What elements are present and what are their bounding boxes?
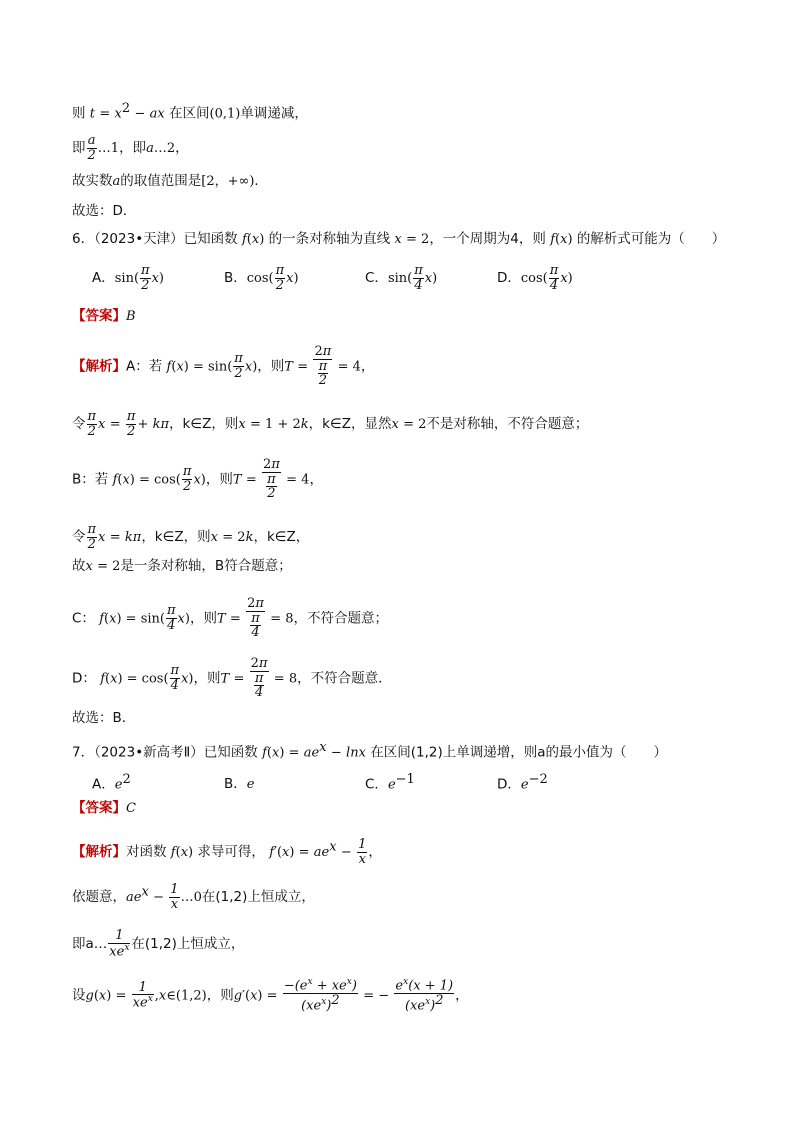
text: ，不符合题意． <box>297 670 392 687</box>
option-label: B． <box>224 270 247 287</box>
option-label: D． <box>497 776 521 793</box>
text: 设 <box>72 987 86 1004</box>
analysis-tag: 【解析】 <box>72 358 126 375</box>
option-label: C． <box>365 270 388 287</box>
text: C： <box>72 610 95 627</box>
answer-value: B <box>126 309 136 324</box>
analysis-b: B：若 f(x) = cos( $\frac{\pi}{2}$ x)，则T = $\frac{2\pi}{\frac{\pi}{2}}$ = 4， <box>72 457 323 502</box>
text: 依题意， <box>72 889 126 906</box>
answer-value: C <box>126 801 136 816</box>
text: 在区间 <box>169 105 210 122</box>
text: ，则 <box>193 670 221 687</box>
text: 的取值范围是 <box>120 173 202 189</box>
text: ． <box>254 173 268 189</box>
question-6-answer <box>72 310 136 324</box>
text-line: 设g(x) = $\frac{1}{xe^x}$ ,x∈(1,2)，则g′(x) = $\frac{-(e^x + xe^x)}{(xe^x)^2}$ = − $\frac{e^x(x + 1)}{(xe^x)^2}$ ， <box>72 977 469 1014</box>
text: 令 <box>72 529 86 546</box>
text: 故 <box>72 558 86 574</box>
option-d[interactable]: D．$e^{-2}$ <box>497 772 548 793</box>
text-line: 即 $\frac{a}{2}$ …1，即a…2， <box>72 133 189 163</box>
option-c[interactable]: C．sin( $\frac{\pi}{4}$ x) <box>365 263 438 293</box>
text: 7．（2023•新高考Ⅱ）已知函数 <box>72 744 258 761</box>
text: 对函数 <box>126 844 167 861</box>
text: ， <box>309 471 323 488</box>
text-line: 故选：D． <box>72 203 137 219</box>
analysis-d: D： f(x) = cos( $\frac{\pi}{4}$ x)，则T = $\frac{2\pi}{\frac{\pi}{4}}$ = 8，不符合题意． <box>72 656 392 701</box>
text: 在(1,2)上恒成立， <box>131 935 245 952</box>
answer-tag: 【答案】 <box>72 800 126 816</box>
option-label: A． <box>92 270 115 287</box>
text: ，则 <box>189 610 217 627</box>
text-line: 则 $t = x^2$ − ax 在区间(0,1)单调递减， <box>72 101 308 122</box>
text: ，k∈Z， <box>253 529 310 546</box>
option-a[interactable]: A．sin( $\frac{\pi}{2}$ x) <box>92 263 164 293</box>
text-line: 故选：B． <box>72 710 136 726</box>
question-6-stem: 6．（2023•天津）已知函数 f(x) 的一条对称轴为直线 x = 2，一个周期为4，则 f(x) 的解析式可能为（ ） <box>72 231 726 247</box>
text: 的一条对称轴为直线 <box>268 231 391 247</box>
text: 的解析式可能为（ ） <box>576 231 726 247</box>
option-label: C． <box>365 776 388 793</box>
text: ，则 <box>206 987 234 1004</box>
option-c[interactable]: C．$e^{-1}$ <box>365 772 415 793</box>
text: 在区间(1,2)上单调递增，则a的最小值为（ ） <box>370 744 667 761</box>
text: 是一条对称轴，B符合题意； <box>120 558 292 574</box>
text-line: 令 $\frac{\pi}{2}$ x = $\frac{\pi}{2}$ + kπ，k∈Z，则x = 1 + 2k，k∈Z，显然x = 2不是对称轴，不符合题意； <box>72 409 589 439</box>
text: ，k∈Z，则 <box>141 529 211 546</box>
text: 令 <box>72 416 86 433</box>
option-b[interactable]: B．e <box>224 776 255 792</box>
text: ， <box>368 844 382 861</box>
analysis-tag: 【解析】 <box>72 844 126 861</box>
text: B：若 <box>72 471 109 488</box>
analysis-c: C： f(x) = sin( $\frac{\pi}{4}$ x)，则T = $\frac{2\pi}{\frac{\pi}{4}}$ = 8，不符合题意； <box>72 596 389 641</box>
text: ， <box>360 358 375 375</box>
text: 求导可得， <box>197 844 265 861</box>
text: ，k∈Z，显然 <box>308 416 392 433</box>
text: 则 <box>72 105 86 122</box>
option-a[interactable]: A．$e^2$ <box>92 772 131 793</box>
option-b[interactable]: B．cos( $\frac{\pi}{2}$ x) <box>224 263 299 293</box>
answer-tag: 【答案】 <box>72 308 126 324</box>
option-label: B． <box>224 776 247 792</box>
text: ，则 <box>205 471 233 488</box>
text: ，则 <box>257 358 285 375</box>
text: 单调递减， <box>240 105 308 122</box>
question-7-answer <box>72 802 136 816</box>
text-line: 即a… $\frac{1}{xe^x}$ 在(1,2)上恒成立， <box>72 928 245 959</box>
text: 即 <box>72 140 86 157</box>
analysis-a: 【解析】A：若 f(x) = sin( $\frac{\pi}{2}$ x)，则T = $\frac{2\pi}{\frac{\pi}{2}}$ = 4， <box>72 344 375 389</box>
option-d[interactable]: D．cos( $\frac{\pi}{4}$ x) <box>497 263 573 293</box>
text-line: 故实数a的取值范围是[2，+∞)． <box>72 173 268 189</box>
option-label: A． <box>92 776 115 793</box>
analysis-derivative: 【解析】对函数 f(x) 求导可得， $f'(x) = ae^x$ − $\frac{1}{x}$ ， <box>72 837 382 867</box>
text: ，即 <box>119 140 147 157</box>
text: ， <box>455 987 469 1004</box>
text-line: 故x = 2是一条对称轴，B符合题意； <box>72 558 292 574</box>
text: 即a… <box>72 935 108 952</box>
text: ， <box>175 140 189 157</box>
text: 6．（2023•天津）已知函数 <box>72 231 238 247</box>
text: ，不符合题意； <box>293 610 389 627</box>
text: 故实数 <box>72 173 113 189</box>
text: A：若 <box>126 358 163 375</box>
text: 在(1,2)上恒成立， <box>201 889 315 906</box>
text: ，k∈Z，则 <box>169 416 239 433</box>
text: D： <box>72 670 96 687</box>
text: ，一个周期为4，则 <box>429 231 546 247</box>
question-7-stem: 7．（2023•新高考Ⅱ）已知函数 $f(x) = ae^x - \ln x$ 在区间(1,2)上单调递增，则a的最小值为（ ） <box>72 740 667 761</box>
text: 不是对称轴，不符合题意； <box>426 416 589 433</box>
text-line: 令 $\frac{\pi}{2}$ x = kπ，k∈Z，则x = 2k，k∈Z， <box>72 522 310 552</box>
option-label: D． <box>497 270 521 287</box>
text-line: 依题意，$ae^x$ − $\frac{1}{x}$ …0在(1,2)上恒成立， <box>72 882 315 912</box>
